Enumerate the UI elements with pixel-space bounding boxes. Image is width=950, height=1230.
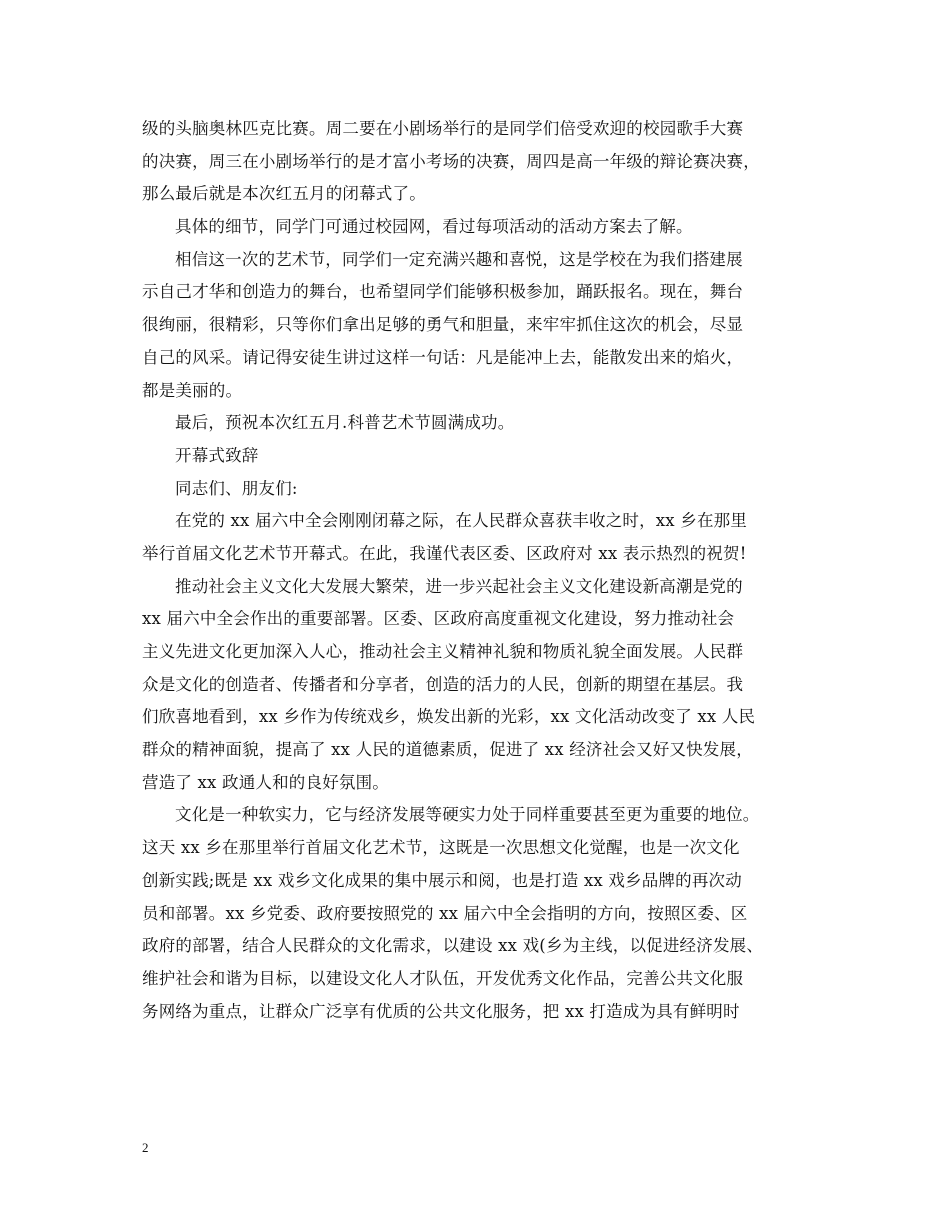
page-number: 2 [142, 1140, 149, 1155]
text-line: 具体的细节，同学门可通过校园网，看过每项活动的活动方案去了解。 [175, 217, 693, 237]
text-line: 群众的精神面貌，提高了 xx 人民的道德素质，促进了 xx 经济社会又好又快发展， [142, 740, 753, 760]
text-line: 很绚丽，很精彩，只等你们拿出足够的勇气和胆量，来牢牢抓住这次的机会，尽显 [142, 315, 744, 335]
text-line: 的决赛，周三在小剧场举行的是才富小考场的决赛，周四是高一年级的辩论赛决赛， [142, 151, 760, 171]
text-line: 营造了 xx 政通人和的良好氛围。 [142, 772, 390, 792]
text-line: 同志们、朋友们: [175, 478, 298, 498]
text-line: xx 届六中全会作出的重要部署。区委、区政府高度重视文化建设，努力推动社会 [142, 609, 735, 629]
text-line: 开幕式致辞 [175, 445, 259, 465]
text-line: 举行首届文化艺术节开幕式。在此，我谨代表区委、区政府对 xx 表示热烈的祝贺! [142, 543, 747, 563]
text-line: 维护社会和谐为目标，以建设文化人才队伍，开发优秀文化作品，完善公共文化服 [142, 968, 744, 988]
text-line: 员和部署。xx 乡党委、政府要按照党的 xx 届六中全会指明的方向，按照区委、区 [142, 903, 748, 923]
body-text [142, 113, 832, 1028]
text-line: 众是文化的创造者、传播者和分享者，创造的活力的人民，创新的期望在基层。我 [142, 674, 744, 694]
text-line: 推动社会主义文化大发展大繁荣，进一步兴起社会主义文化建设新高潮是党的 [175, 576, 743, 596]
text-line: 那么最后就是本次红五月的闭幕式了。 [142, 184, 426, 204]
text-line: 们欣喜地看到，xx 乡作为传统戏乡，焕发出新的光彩，xx 文化活动改变了 xx 人民 [142, 707, 756, 727]
text-line: 示自己才华和创造力的舞台，也希望同学们能够积极参加，踊跃报名。现在，舞台 [142, 282, 744, 302]
text-line: 级的头脑奥林匹克比赛。周二要在小剧场举行的是同学们倍受欢迎的校园歌手大赛 [142, 119, 744, 138]
text-line: 这天 xx 乡在那里举行首届文化艺术节，这既是一次思想文化觉醒，也是一次文化 [142, 838, 740, 858]
text-line: 创新实践;既是 xx 戏乡文化成果的集中展示和阅，也是打造 xx 戏乡品牌的再次动 [142, 870, 742, 890]
text-line: 自己的风采。请记得安徒生讲过这样一句话：凡是能冲上去，能散发出来的焰火， [142, 347, 744, 367]
text-line: 主义先进文化更加深入人心，推动社会主义精神礼貌和物质礼貌全面发展。人民群 [142, 642, 744, 661]
text-line: 相信这一次的艺术节，同学们一定充满兴趣和喜悦，这是学校在为我们搭建展 [175, 249, 743, 269]
text-line: 务网络为重点，让群众广泛享有优质的公共文化服务，把 xx 打造成为具有鲜明时 [142, 1001, 740, 1021]
text-line: 都是美丽的。 [142, 380, 243, 400]
text-line: 最后，预祝本次红五月.科普艺术节圆满成功。 [175, 413, 515, 433]
text-line: 文化是一种软实力，它与经济发展等硬实力处于同样重要甚至更为重要的地位。 [175, 805, 760, 825]
text-line: 在党的 xx 届六中全会刚刚闭幕之际，在人民群众喜获丰收之时，xx 乡在那里 [175, 511, 748, 531]
text-line: 政府的部署，结合人民群众的文化需求，以建设 xx 戏(乡为主线，以促进经济发展、 [142, 936, 764, 956]
